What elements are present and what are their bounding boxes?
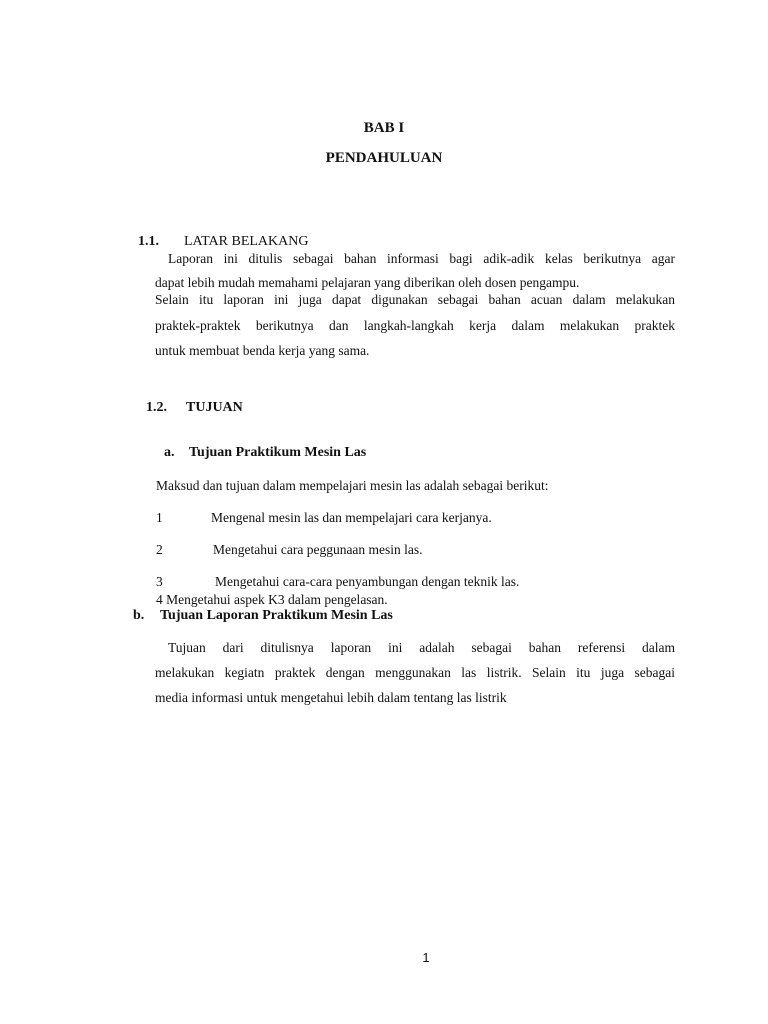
list-item-text: Mengetahui cara peggunaan mesin las. <box>213 542 423 557</box>
section-1-line-1: Laporan ini ditulis sebagai bahan informasi bagi adik-adik kelas berikutnya agar <box>168 251 675 266</box>
section-2-title: TUJUAN <box>186 400 243 415</box>
list-item-text: Mengetahui cara-cara penyambungan dengan teknik las. <box>215 574 520 589</box>
section-1-line-4: praktek-praktek berikutnya dan langkah-langkah kerja dalam melakukan praktek <box>155 318 675 333</box>
chapter-title: PENDAHULUAN <box>325 150 443 166</box>
list-item-number: 2 <box>156 542 163 557</box>
subsection-a-label: a. <box>164 445 175 460</box>
chapter-number: BAB I <box>363 120 405 136</box>
section-1-line-3: Selain itu laporan ini juga dapat digunakan sebagai bahan acuan dalam melakukan <box>155 292 675 307</box>
list-item-number: 1 <box>156 510 163 525</box>
section-2-number: 1.2. <box>146 400 167 415</box>
subsection-b-title: Tujuan Laporan Praktikum Mesin Las <box>160 608 393 623</box>
section-1-line-5: untuk membuat benda kerja yang sama. <box>155 343 370 358</box>
list-item-number: 3 <box>156 574 163 589</box>
section-1-line-2: dapat lebih mudah memahami pelajaran yang diberikan oleh dosen pengampu. <box>155 275 580 290</box>
subsection-b-label: b. <box>133 608 145 623</box>
list-item-4: 4 Mengetahui aspek K3 dalam pengelasan. <box>156 592 388 607</box>
subsection-a-title: Tujuan Praktikum Mesin Las <box>189 445 367 460</box>
page-number: 1 <box>422 950 430 965</box>
subsection-b-line-1: Tujuan dari ditulisnya laporan ini adalah sebagai bahan referensi dalam <box>168 640 675 655</box>
list-item-text: Mengenal mesin las dan mempelajari cara kerjanya. <box>211 510 492 525</box>
section-1-number: 1.1. <box>138 234 159 249</box>
subsection-a-intro: Maksud dan tujuan dalam mempelajari mesin las adalah sebagai berikut: <box>156 478 549 493</box>
subsection-b-line-2: melakukan kegiatn praktek dengan menggunakan las listrik. Selain itu juga sebagai <box>155 665 675 680</box>
subsection-b-line-3: media informasi untuk mengetahui lebih dalam tentang las listrik <box>155 690 507 705</box>
section-1-title: LATAR BELAKANG <box>184 234 309 249</box>
